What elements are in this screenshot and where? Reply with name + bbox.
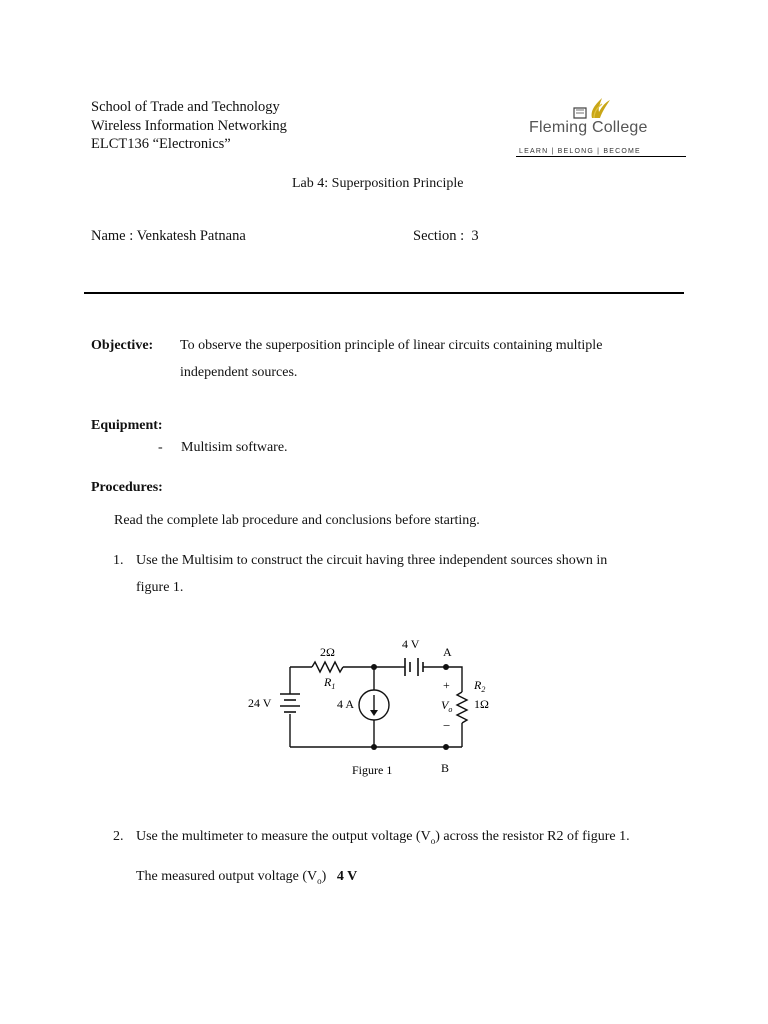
vo-label: $V_o$ [441, 698, 453, 714]
isrc-value: 4 A [337, 697, 355, 711]
measured-text-post: ) [321, 869, 327, 884]
equipment-label: Equipment: [91, 418, 163, 433]
measured-text-sub: o [317, 875, 322, 886]
node-dot [371, 744, 377, 750]
step2-text [136, 829, 630, 846]
r1-label: $R_1$ [324, 675, 336, 691]
header-divider [84, 292, 684, 294]
procedures-label: Procedures: [91, 480, 163, 495]
r1-resistor [312, 662, 343, 672]
r2-resistor [457, 692, 467, 723]
section-label: Section : [413, 228, 465, 244]
measured-output [136, 869, 357, 886]
step2-text-post: ) across the resistor R2 of figure 1. [435, 829, 630, 844]
name-label: Name : [91, 228, 137, 244]
step2-number: 2. [113, 829, 124, 844]
course-name: ELCT136 “Electronics” [91, 136, 231, 152]
4v-battery [405, 658, 423, 676]
procedures-intro: Read the complete lab procedure and conclusions before starting. [114, 513, 480, 528]
name-value: Venkatesh Patnana [136, 228, 246, 244]
circuit-figure [240, 632, 510, 782]
lab-title: Lab 4: Superposition Principle [292, 176, 464, 191]
vsrc-top-value: 4 V [402, 637, 420, 651]
measured-value: 4 V [336, 869, 358, 884]
r2-label: $R_2$ [474, 678, 486, 694]
objective-label: Objective: [91, 338, 154, 353]
r1-value: 2Ω [320, 645, 335, 659]
figure-caption: Figure 1 [352, 763, 393, 777]
program-name: Wireless Information Networking [91, 118, 287, 134]
step1-number: 1. [113, 553, 124, 568]
logo-tagline: LEARN | BELONG | BECOME [519, 148, 641, 155]
school-name: School of Trade and Technology [91, 99, 280, 115]
equipment-bullet: - [158, 440, 163, 455]
equipment-item: Multisim software. [181, 440, 288, 455]
plus-sign: + [443, 678, 450, 692]
section-value: 3 [471, 228, 479, 244]
objective-line2: independent sources. [180, 365, 298, 380]
step1-line2: figure 1. [136, 580, 184, 595]
logo-rule [516, 156, 686, 157]
student-name-row [91, 228, 246, 245]
24v-battery [280, 694, 300, 712]
logo-name: Fleming College [529, 119, 648, 136]
node-a-label: A [443, 645, 452, 659]
node-b-dot [443, 744, 449, 750]
node-a-dot [443, 664, 449, 670]
node-b-label: B [441, 761, 450, 775]
node-dot [371, 664, 377, 670]
section-row [413, 228, 479, 245]
4a-current-source [359, 690, 389, 720]
objective-line1: To observe the superposition principle of linear circuits containing multiple [180, 338, 603, 353]
r2-value: 1Ω [474, 697, 489, 711]
measured-text-pre: The measured output voltage (V [136, 869, 318, 884]
step1-line1: Use the Multisim to construct the circuit having three independent sources shown in [136, 553, 608, 568]
vsrc-left-value: 24 V [248, 696, 272, 710]
step2-text-pre: Use the multimeter to measure the output voltage (V [136, 829, 431, 844]
minus-sign: − [443, 718, 451, 733]
step2-text-sub: o [430, 835, 436, 846]
